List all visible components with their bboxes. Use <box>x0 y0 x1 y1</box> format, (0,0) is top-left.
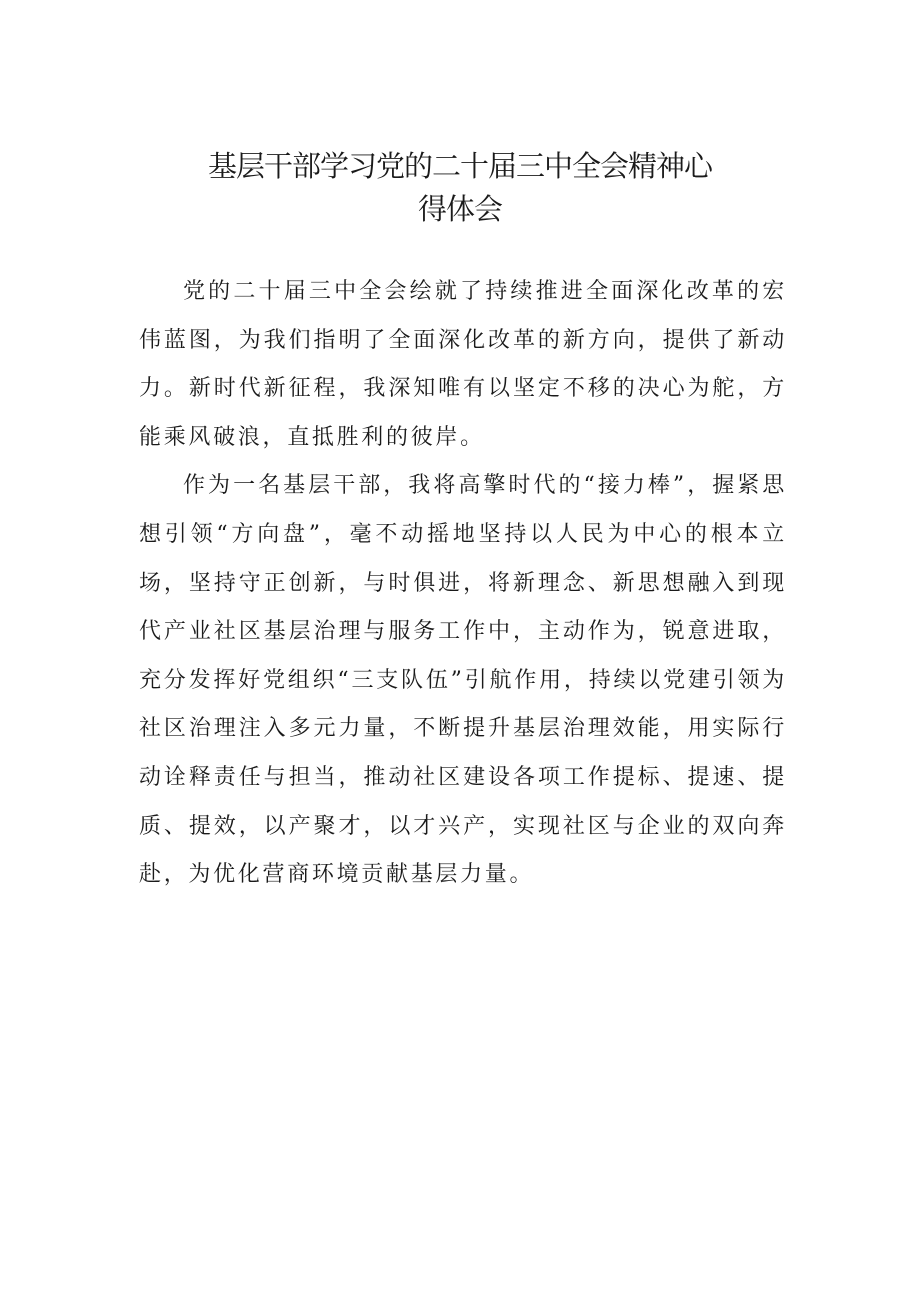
document-title-line-1: 基层干部学习党的二十届三中全会精神心 <box>207 149 712 183</box>
document-title-line-2: 得体会 <box>417 192 502 226</box>
paragraph-1: 党的二十届三中全会绘就了持续推进全面深化改革的宏伟蓝图，为我们指明了全面深化改革的新方向，提供了新动力。新时代新征程，我深知唯有以坚定不移的决心为舵，方能乘风破浪，直抵胜利的彼岸。 <box>139 279 787 450</box>
document-body <box>139 268 787 900</box>
document-title <box>140 145 780 231</box>
paragraph-2: 作为一名基层干部，我将高擎时代的“接力棒”，握紧思想引领“方向盘”，毫不动摇地坚持以人民为中心的根本立场，坚持守正创新，与时俱进，将新理念、新思想融入到现代产业社区基层治理与服务工作中，主动作为，锐意进取，充分发挥好党组织“三支队伍”引航作用，持续以党建引领为社区治理注入多元力量，不断提升基层治理效能，用实际行动诠释责任与担当，推动社区建设各项工作提标、提速、提质、提效，以产聚才，以才兴产，实现社区与企业的双向奔赴，为优化营商环境贡献基层力量。 <box>139 473 787 888</box>
